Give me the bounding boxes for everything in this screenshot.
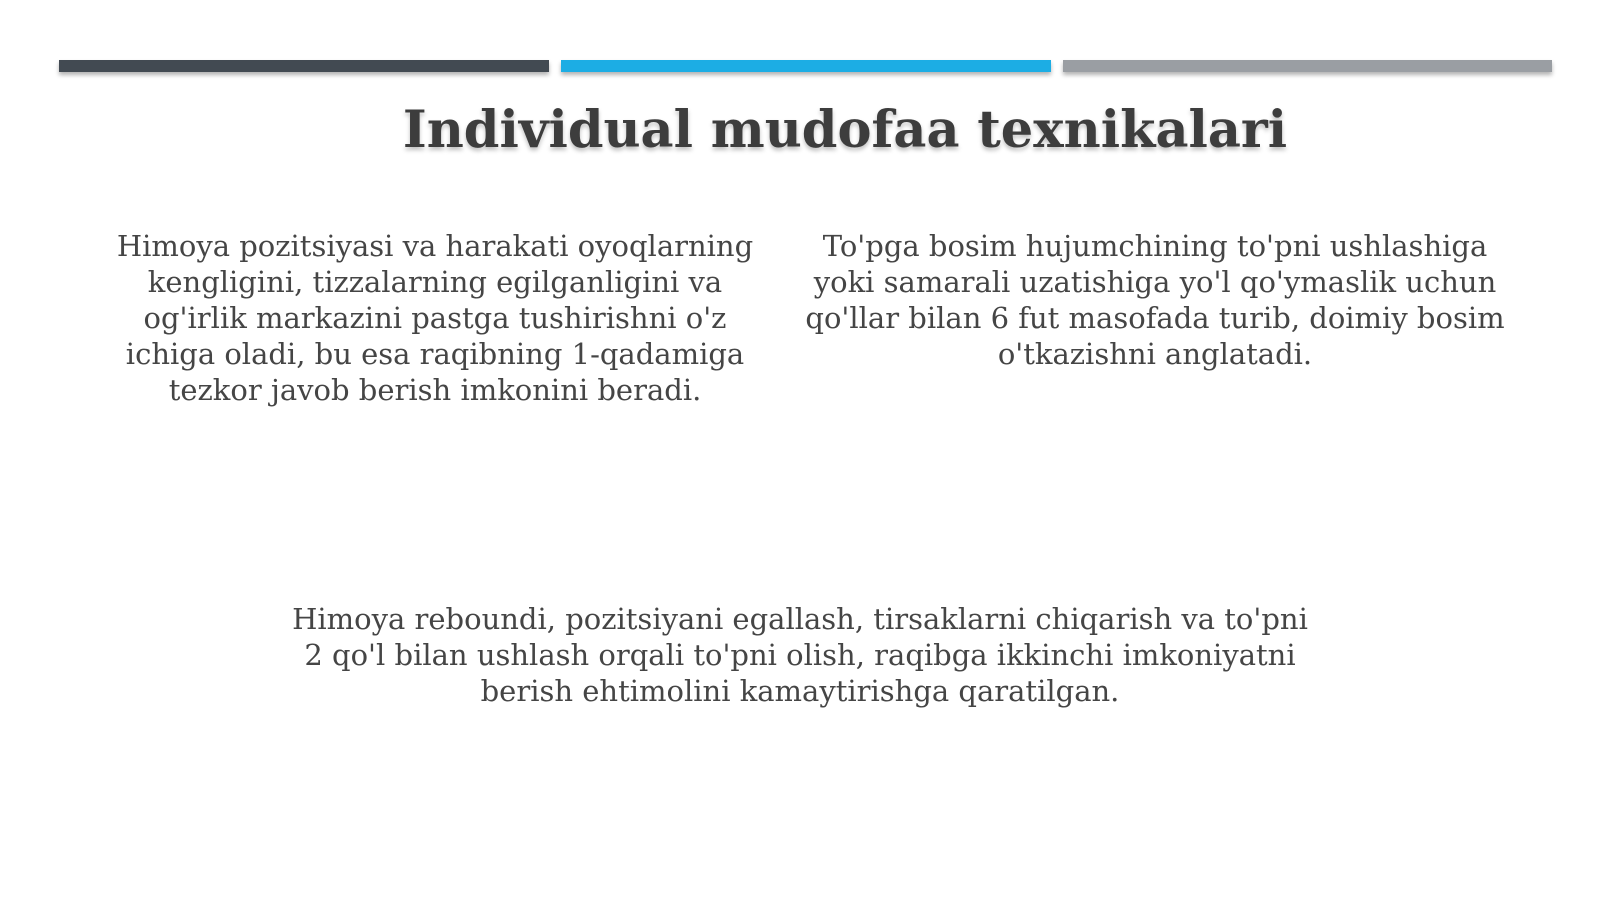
text-block-rebound: Himoya reboundi, pozitsiyani egallash, tirsaklarni chiqarish va to'pni 2 qo'l bilan ushlash orqali to'pni olish, raqibga ikkinchi imkoniyatni berish ehtimolini kamaytirishga qaratilgan. xyxy=(292,602,1308,708)
accent-bar-dark xyxy=(59,60,549,72)
slide-title: Individual mudofaa texnikalari xyxy=(402,100,1288,160)
text-block-stance: Himoya pozitsiyasi va harakati oyoqlarning kengligini, tizzalarning egilganligini va og'irlik markazini pastga tushirishni o'z ichiga oladi, bu esa raqibning 1-qadamiga tezkor javob berish imkonini beradi. xyxy=(116,229,754,407)
text-block-ball-pressure: To'pga bosim hujumchining to'pni ushlashiga yoki samarali uzatishiga yo'l qo'ymaslik uchun qo'llar bilan 6 fut masofada turib, doimiy bosim o'tkazishni anglatadi. xyxy=(805,229,1505,371)
accent-bar-gray xyxy=(1063,60,1552,72)
accent-bar-blue xyxy=(561,60,1051,72)
